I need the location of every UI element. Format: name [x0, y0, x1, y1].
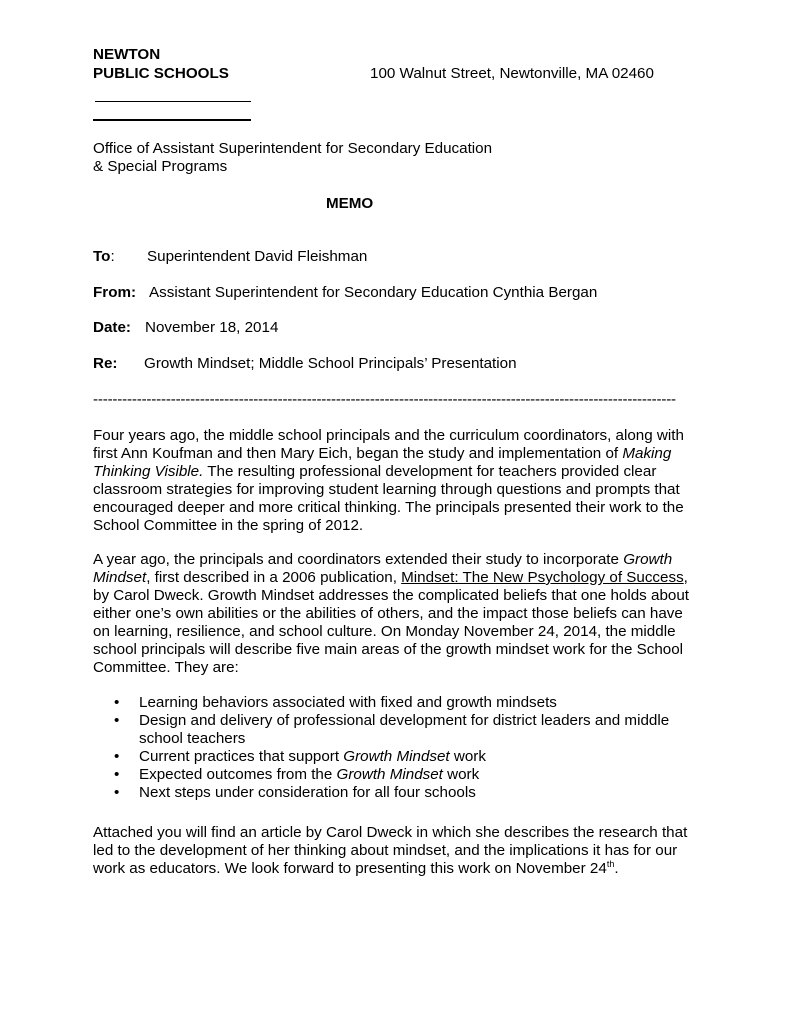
para2-text-c: , by Carol Dweck. Growth Mindset addresses the complicated beliefs that one holds about either one’s own abilities or the abilities of others, and the impact those beliefs can have on learning, resilience, and school culture. On Monday November 24, 2014, the middle school principals will describe five main areas of the growth mindset work for the School Committee. They are:: [93, 569, 689, 676]
bullet-text-b: work: [442, 766, 480, 783]
bullet-italic: Growth Mindset: [336, 766, 443, 783]
para2-text-b: , first described in a 2006 publication,: [146, 569, 402, 586]
paragraph-3: [93, 824, 703, 878]
para1-italic-title: Making Thinking Visible.: [93, 445, 672, 480]
bullet-text-b: work: [449, 748, 486, 765]
header-divider: ------------------------------------------------------------------------------------------------------------------------: [93, 391, 676, 408]
bullet-icon: •: [114, 712, 120, 729]
bullet-text: Next steps under consideration for all four schools: [139, 784, 476, 801]
list-item: [114, 766, 704, 784]
bullet-icon: •: [114, 784, 120, 801]
re-value: Growth Mindset; Middle School Principals’ Presentation: [144, 355, 517, 372]
bullet-list: [114, 694, 704, 802]
paragraph-1: [93, 427, 703, 535]
list-item: [114, 694, 704, 712]
from-value: Assistant Superintendent for Secondary Education Cynthia Bergan: [149, 284, 598, 301]
paragraph-2: [93, 551, 703, 677]
from-label: From:: [93, 284, 137, 301]
org-name-line1: NEWTON: [93, 46, 161, 63]
bullet-text: Learning behaviors associated with fixed and growth mindsets: [139, 694, 557, 711]
superscript-th: th: [606, 858, 615, 869]
bullet-text-a: Expected outcomes from the: [139, 766, 337, 783]
bullet-text-a: Current practices that support: [139, 748, 344, 765]
date-value: November 18, 2014: [145, 319, 279, 336]
memo-title: MEMO: [326, 195, 374, 212]
address: 100 Walnut Street, Newtonville, MA 02460: [370, 65, 654, 82]
list-item: [114, 784, 704, 802]
re-label: Re:: [93, 355, 118, 372]
para1-text-a: Four years ago, the middle school principals and the curriculum coordinators, along with first Ann Koufman and then Mary Eich, began the study and implementation of: [93, 427, 684, 462]
header-rule-thick: [93, 119, 251, 121]
para3-end: .: [614, 860, 619, 877]
re-row: [93, 355, 517, 373]
to-value: Superintendent David Fleishman: [147, 248, 368, 265]
para2-italic-term: Growth Mindset: [93, 551, 673, 586]
org-name-line2: PUBLIC SCHOOLS: [93, 65, 229, 82]
list-item: [114, 712, 704, 748]
bullet-text: Design and delivery of professional development for district leaders and middle school teachers: [139, 712, 670, 747]
office-line1: Office of Assistant Superintendent for Secondary Education: [93, 140, 493, 157]
to-colon: :: [110, 248, 115, 265]
list-item: [114, 748, 704, 766]
bullet-icon: •: [114, 748, 120, 765]
date-label: Date:: [93, 319, 131, 336]
office-line2: & Special Programs: [93, 158, 228, 175]
from-row: [93, 284, 598, 302]
book-title: Mindset: The New Psychology of Success: [401, 569, 684, 586]
para2-text-a: A year ago, the principals and coordinators extended their study to incorporate: [93, 551, 624, 568]
date-row: [93, 319, 279, 337]
bullet-icon: •: [114, 694, 120, 711]
para1-text-b: The resulting professional development for teachers provided clear classroom strategies for improving student learning through questions and prompts that encouraged deeper and more critical thinking. The principals presented their work to the School Committee in the spring of 2012.: [93, 463, 684, 534]
bullet-italic: Growth Mindset: [343, 748, 450, 765]
office-name: [93, 140, 693, 176]
bullet-icon: •: [114, 766, 120, 783]
para3-text: Attached you will find an article by Carol Dweck in which she describes the research that led to the development of her thinking about mindset, and the implications it has for our work as educators. We look forward to presenting this work on November 24: [93, 824, 688, 877]
header-rule-thin: [95, 101, 251, 102]
to-label: To: [93, 248, 111, 265]
to-row: [93, 248, 368, 266]
